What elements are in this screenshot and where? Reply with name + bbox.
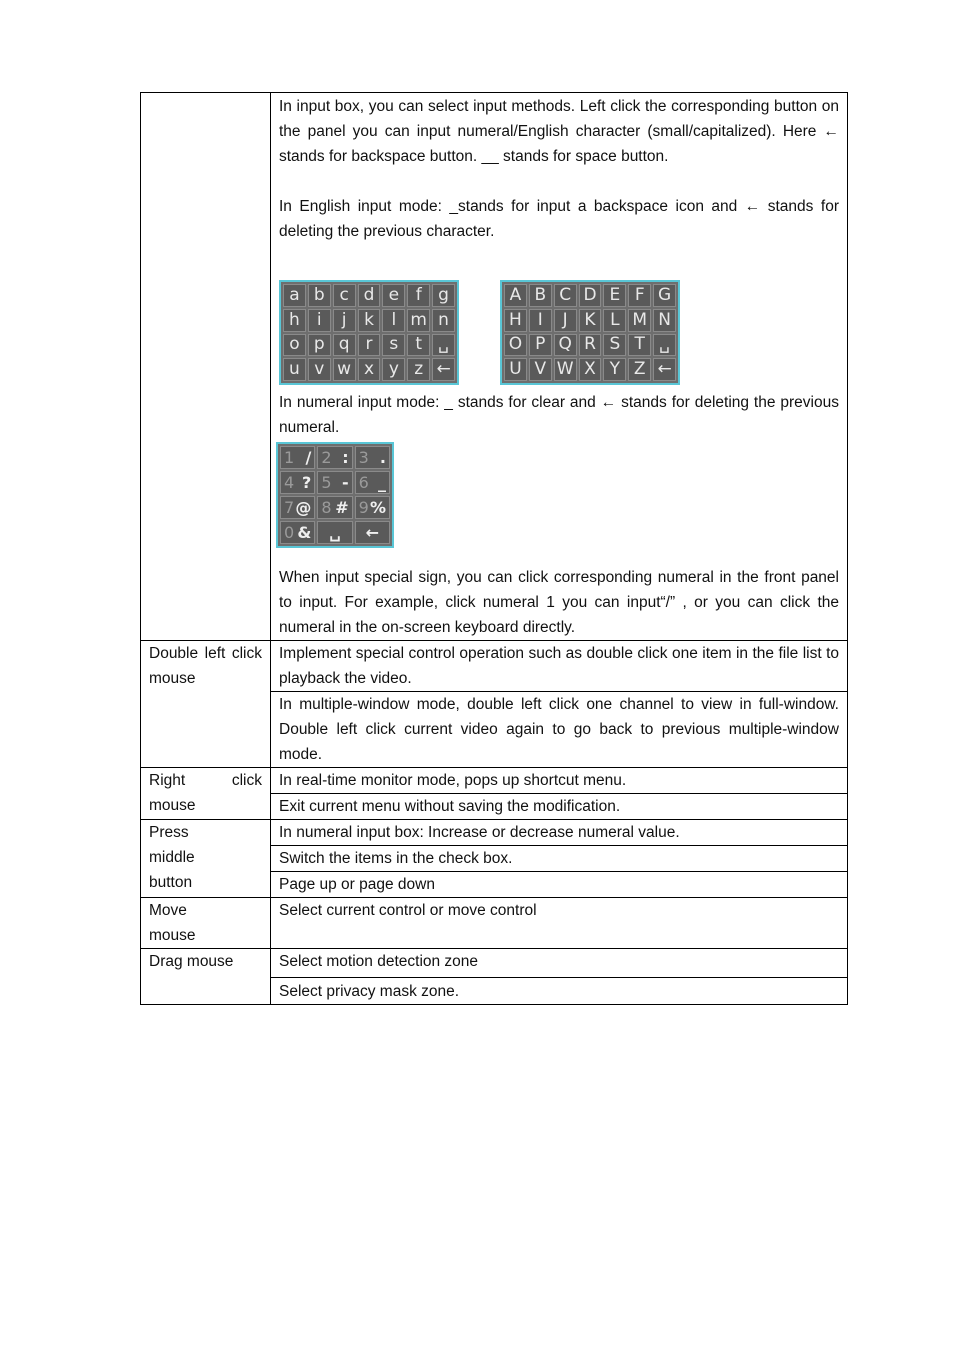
numeral-key-symbol: %	[369, 497, 386, 517]
input-box-description	[271, 93, 848, 641]
keyboard-key: S	[603, 334, 626, 357]
keyboard-key: d	[358, 284, 381, 307]
empty-label-cell	[141, 93, 271, 641]
keyboard-key: h	[283, 309, 306, 332]
right-click-desc-1: In real-time monitor mode, pops up shortcut menu.	[271, 768, 848, 794]
keyboard-key: y	[382, 358, 405, 381]
keyboard-key: B	[529, 284, 552, 307]
intro-paragraph-1: In input box, you can select input methods. Left click the corresponding button on the panel you can input numeral/English character (small/capitalized). Here ← stands for backspace button. __ stands for space button.	[279, 98, 839, 165]
numeral-key	[280, 521, 315, 544]
keyboard-key: c	[333, 284, 356, 307]
numeral-key-symbol: -	[342, 472, 349, 492]
keyboard-key: q	[333, 334, 356, 357]
mouse-operation-table	[140, 92, 848, 1005]
keyboard-key: ␣	[432, 334, 455, 357]
numeral-key-symbol: ?	[302, 472, 312, 492]
numeral-key-digit: 7	[284, 497, 295, 517]
drag-mouse-desc-2: Select privacy mask zone.	[271, 978, 848, 1005]
keyboard-key: C	[554, 284, 577, 307]
move-mouse-label: Move mouse	[141, 898, 271, 949]
input-box-row	[141, 93, 848, 641]
numeral-key-digit: 9	[358, 497, 369, 517]
keyboard-key: s	[382, 334, 405, 357]
keyboard-key: R	[579, 334, 602, 357]
double-click-desc-2: In multiple-window mode, double left click one channel to view in full-window. Double left click current video again to go back to previous multiple-window mode.	[271, 692, 848, 768]
double-click-desc-1: Implement special control operation such as double click one item in the file list to playback the video.	[271, 641, 848, 692]
keyboard-key: o	[283, 334, 306, 357]
keyboard-key: H	[504, 309, 527, 332]
numeral-key	[355, 471, 390, 494]
keyboard-key: e	[382, 284, 405, 307]
keyboard-key: M	[628, 309, 651, 332]
keyboard-key: Q	[554, 334, 577, 357]
keyboard-key: L	[603, 309, 626, 332]
numeral-key-digit: 5	[321, 472, 332, 492]
keyboard-key: a	[283, 284, 306, 307]
lowercase-keyboard-image	[279, 280, 459, 385]
double-click-row-1	[141, 641, 848, 692]
keyboard-key: G	[653, 284, 676, 307]
keyboard-key: r	[358, 334, 381, 357]
numeral-key-digit: 0	[284, 522, 295, 542]
numeral-key	[280, 471, 315, 494]
double-click-label: Double left click mouse	[141, 641, 271, 768]
keyboard-key: z	[407, 358, 430, 381]
keyboard-key: U	[504, 358, 527, 381]
keyboard-key: V	[529, 358, 552, 381]
move-mouse-desc: Select current control or move control	[271, 898, 848, 949]
keyboard-key: g	[432, 284, 455, 307]
numeral-key	[317, 471, 352, 494]
numeral-key-symbol: @	[295, 497, 312, 517]
intro-paragraph-3: In numeral input mode: _ stands for clear and ← stands for deleting the previous numeral.	[279, 394, 839, 436]
numeral-key-digit: 2	[321, 447, 332, 467]
numeral-key	[355, 446, 390, 469]
keyboard-key: ←	[432, 358, 455, 381]
keyboard-key: u	[283, 358, 306, 381]
keyboard-key: w	[333, 358, 356, 381]
numeral-key-digit: 6	[358, 472, 369, 492]
keyboard-key: X	[579, 358, 602, 381]
right-click-row-1	[141, 768, 848, 794]
numeral-keyboard-image	[276, 442, 394, 548]
keyboard-key: f	[407, 284, 430, 307]
keyboard-key: Y	[603, 358, 626, 381]
keyboard-key: Z	[628, 358, 651, 381]
right-click-desc-2: Exit current menu without saving the modification.	[271, 794, 848, 820]
middle-button-desc-3: Page up or page down	[271, 872, 848, 898]
keyboard-key: W	[554, 358, 577, 381]
numeral-key	[280, 496, 315, 519]
keyboard-key: I	[529, 309, 552, 332]
numeral-key	[280, 446, 315, 469]
numeral-key	[317, 446, 352, 469]
numeral-key-digit: 1	[284, 447, 295, 467]
numeral-key-symbol: .	[379, 447, 386, 467]
middle-button-desc-2: Switch the items in the check box.	[271, 846, 848, 872]
intro-paragraph-4: When input special sign, you can click corresponding numeral in the front panel to input. For example, click numeral 1 you can input“/” , or you can click the numeral in the on-screen keyboard directly.	[279, 569, 839, 636]
keyboard-images	[279, 280, 839, 390]
numeral-key	[355, 521, 390, 544]
keyboard-key: ←	[653, 358, 676, 381]
numeral-key-symbol: _	[377, 472, 386, 492]
keyboard-key: N	[653, 309, 676, 332]
numeral-keyboard-wrap	[279, 440, 839, 565]
keyboard-key: m	[407, 309, 430, 332]
keyboard-key: F	[628, 284, 651, 307]
middle-button-desc-1: In numeral input box: Increase or decrease numeral value.	[271, 820, 848, 846]
keyboard-key: v	[308, 358, 331, 381]
keyboard-key: T	[628, 334, 651, 357]
keyboard-key: p	[308, 334, 331, 357]
numeral-key-symbol: /	[305, 447, 312, 467]
keyboard-key: x	[358, 358, 381, 381]
drag-mouse-label: Drag mouse	[141, 949, 271, 1005]
keyboard-key: n	[432, 309, 455, 332]
numeral-key-symbol: #	[335, 497, 349, 517]
numeral-key	[317, 496, 352, 519]
keyboard-key: J	[554, 309, 577, 332]
numeral-key	[355, 496, 390, 519]
numeral-key	[317, 521, 352, 544]
numeral-key-digit: 4	[284, 472, 295, 492]
keyboard-key: k	[358, 309, 381, 332]
keyboard-key: t	[407, 334, 430, 357]
numeral-key-symbol: &	[297, 522, 312, 542]
keyboard-key: l	[382, 309, 405, 332]
keyboard-key: P	[529, 334, 552, 357]
keyboard-key: E	[603, 284, 626, 307]
keyboard-key: D	[579, 284, 602, 307]
keyboard-key: A	[504, 284, 527, 307]
middle-button-label: Press middle button	[141, 820, 271, 898]
drag-mouse-row-1	[141, 949, 848, 978]
intro-paragraph-2: In English input mode: _stands for input a backspace icon and ← stands for deleting the previous character.	[279, 198, 839, 240]
numeral-key-digit: 3	[358, 447, 369, 467]
drag-mouse-desc-1: Select motion detection zone	[271, 949, 848, 978]
right-click-label: Right click mouse	[141, 768, 271, 820]
numeral-key-symbol: :	[342, 447, 349, 467]
keyboard-key: b	[308, 284, 331, 307]
keyboard-key: O	[504, 334, 527, 357]
numeral-key-digit: 8	[321, 497, 332, 517]
middle-button-row-1	[141, 820, 848, 846]
numeral-key-symbol: ←	[365, 522, 380, 542]
keyboard-key: j	[333, 309, 356, 332]
keyboard-key: ␣	[653, 334, 676, 357]
keyboard-key: i	[308, 309, 331, 332]
numeral-key-symbol: ␣	[329, 522, 341, 542]
uppercase-keyboard-image	[500, 280, 680, 385]
move-mouse-row	[141, 898, 848, 949]
keyboard-key: K	[579, 309, 602, 332]
